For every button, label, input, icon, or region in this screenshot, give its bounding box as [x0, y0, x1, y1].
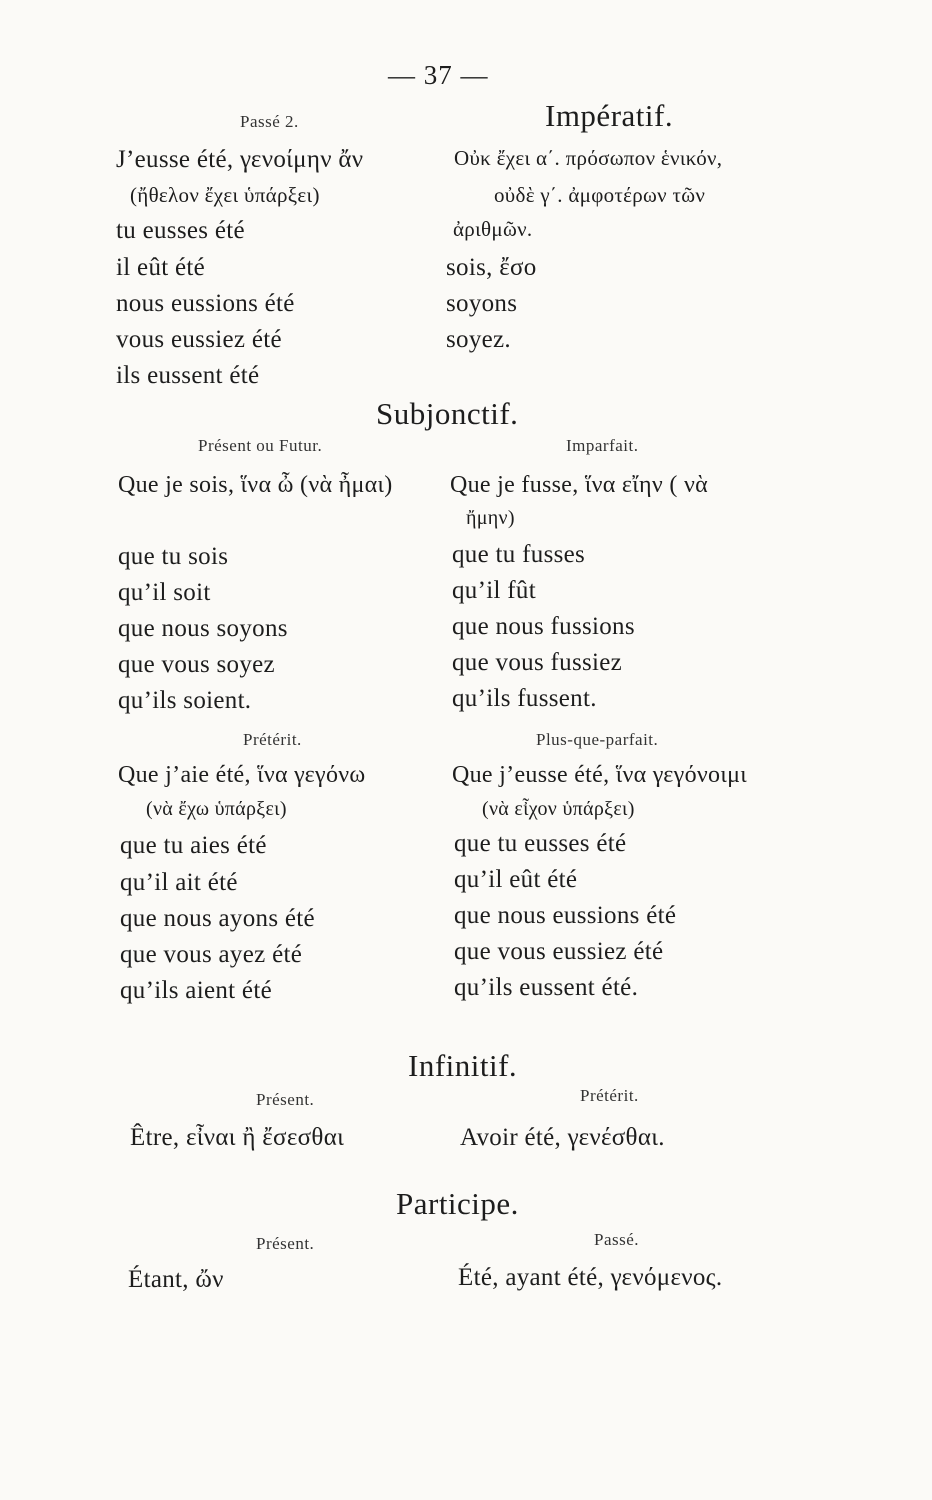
subj-preterit-line: Que j’aie été, ἵνα γεγόνω [118, 762, 366, 788]
participe-passe-heading: Passé. [594, 1230, 640, 1249]
page-number: — 37 — [388, 60, 489, 90]
infinitif-preterit-line: Avoir été, γενέσθαι. [460, 1124, 665, 1151]
subj-preterit-line: qu’ils aient été [120, 977, 272, 1004]
subj-present-line: que vous soyez [118, 651, 275, 678]
subj-plusqueparfait-line: que tu eusses été [454, 830, 627, 857]
infinitif-preterit-heading: Prétérit. [580, 1086, 639, 1105]
subj-imparfait-line: ἤμην) [466, 507, 515, 529]
passe2-line: J’eusse été, γενοίμην ἄν [116, 146, 364, 173]
imperatif-line: soyons [446, 290, 518, 317]
subj-present-line: que tu sois [118, 543, 229, 570]
subj-plusqueparfait-line: qu’il eût été [454, 866, 578, 893]
passe2-heading: Passé 2. [240, 112, 299, 131]
subj-plusqueparfait-line: que vous eussiez été [454, 938, 664, 965]
subj-present-line: que nous soyons [118, 615, 288, 642]
imperatif-heading: Impératif. [545, 98, 674, 133]
imperatif-line: οὐδὲ γ΄. ἀμφοτέρων τῶν [494, 183, 706, 207]
subj-imparfait-heading: Imparfait. [566, 436, 639, 455]
subj-present-heading: Présent ou Futur. [198, 436, 323, 455]
passe2-line: ils eussent été [116, 362, 260, 389]
infinitif-present-line: Être, εἶναι ἢ ἔσεσθαι [130, 1124, 345, 1151]
subj-plusqueparfait-line: que nous eussions été [454, 902, 677, 929]
subj-imparfait-line: qu’il fût [452, 577, 536, 604]
subjonctif-heading: Subjonctif. [376, 396, 519, 431]
imperatif-line: ἀριθμῶν. [453, 217, 533, 241]
subj-plusqueparfait-line: qu’ils eussent été. [454, 974, 639, 1001]
subj-plusqueparfait-line: (νὰ εἶχον ὑπάρξει) [482, 798, 635, 820]
passe2-line: (ἤθελον ἔχει ὑπάρξει) [130, 183, 320, 207]
subj-imparfait-line: qu’ils fussent. [452, 685, 597, 712]
participe-heading: Participe. [396, 1186, 519, 1221]
participe-present-line: Étant, ὤν [128, 1266, 224, 1293]
subj-preterit-line: (νὰ ἔχω ὑπάρξει) [146, 798, 287, 820]
imperatif-line: soyez. [446, 326, 511, 353]
subj-preterit-line: que nous ayons été [120, 905, 315, 932]
imperatif-line: sois, ἔσο [446, 254, 537, 281]
subj-imparfait-line: que vous fussiez [452, 649, 623, 676]
subj-imparfait-line: que tu fusses [452, 541, 586, 568]
participe-passe-line: Été, ayant été, γενόμενος. [458, 1264, 723, 1291]
subj-imparfait-line: Que je fusse, ἵνα εἴην ( νὰ [450, 472, 708, 498]
passe2-line: vous eussiez été [116, 326, 282, 353]
imperatif-line: Οὐκ ἔχει α΄. πρόσωπον ἑνικόν, [454, 146, 723, 170]
subj-preterit-line: que tu aies été [120, 832, 267, 859]
subj-imparfait-line: que nous fussions [452, 613, 635, 640]
subj-present-line: Que je sois, ἵνα ὦ (νὰ ἦμαι) [118, 472, 393, 498]
participe-present-heading: Présent. [256, 1234, 315, 1253]
subj-preterit-heading: Prétérit. [243, 730, 302, 749]
subj-plusqueparfait-line: Que j’eusse été, ἵνα γεγόνοιμι [452, 762, 747, 788]
subj-preterit-line: que vous ayez été [120, 941, 303, 968]
subj-plusqueparfait-heading: Plus-que-parfait. [536, 730, 659, 749]
passe2-line: il eût été [116, 254, 206, 281]
subj-present-line: qu’il soit [118, 579, 211, 606]
passe2-line: nous eussions été [116, 290, 295, 317]
subj-preterit-line: qu’il ait été [120, 869, 238, 896]
infinitif-heading: Infinitif. [408, 1048, 518, 1083]
infinitif-present-heading: Présent. [256, 1090, 315, 1109]
passe2-line: tu eusses été [116, 217, 245, 244]
subj-present-line: qu’ils soient. [118, 687, 252, 714]
